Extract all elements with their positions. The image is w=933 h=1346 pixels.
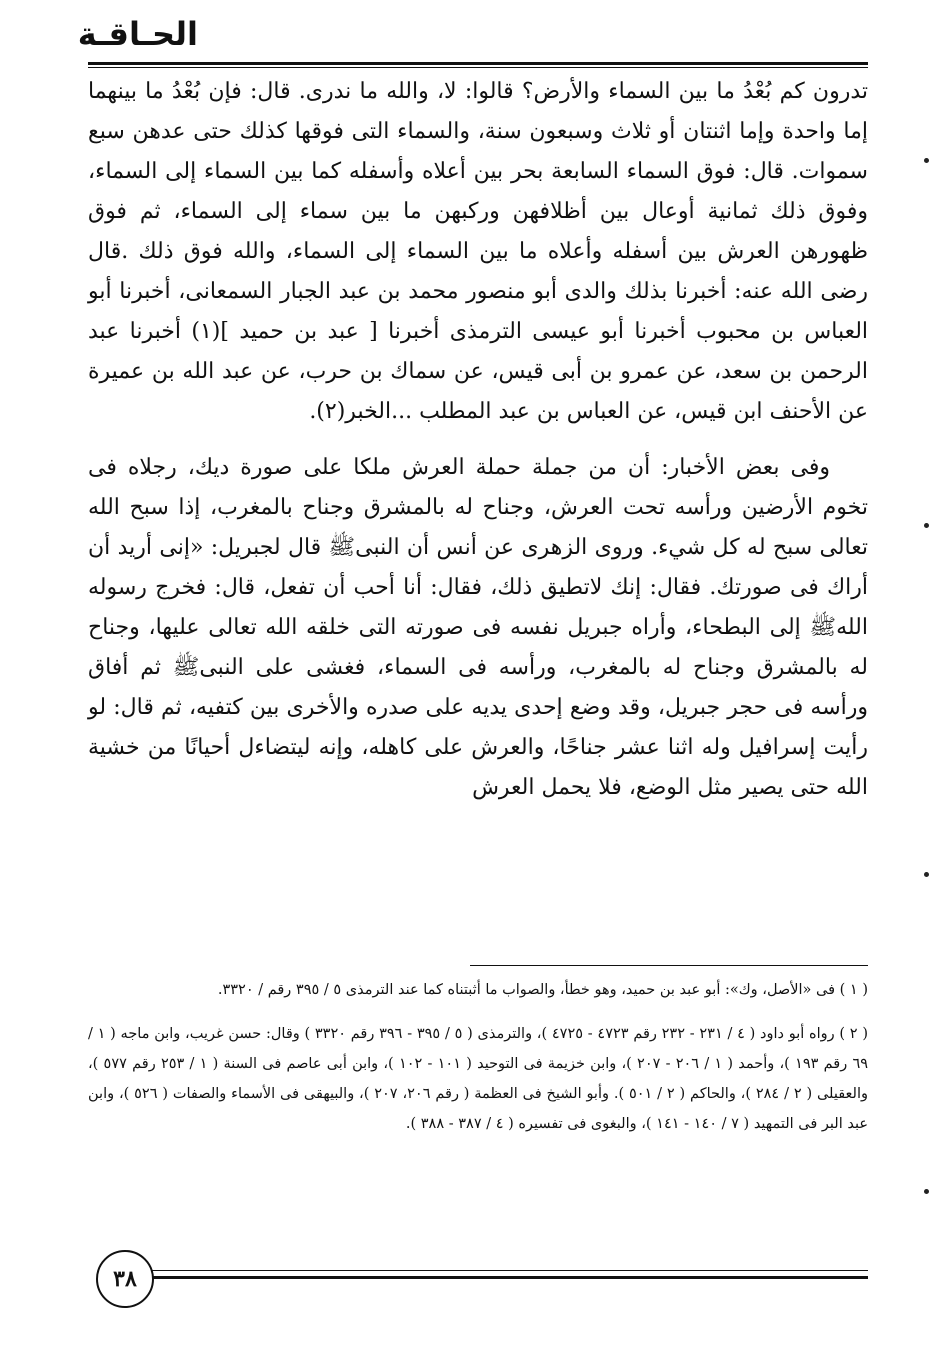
footnote-1: ( ١ ) فى «الأصل، وك»: أبو عبد بن حميد، وهو خطأ، والصواب ما أثبتناه كما عند الترمذى ٥ / ٣٩٥ رقم / ٣٣٢٠. xyxy=(217,982,868,998)
main-text xyxy=(88,72,868,808)
running-header-title: الحـاقـة xyxy=(77,15,198,53)
footer-rule-thick xyxy=(152,1276,868,1279)
footnote-separator xyxy=(470,965,868,966)
header-rule-thick xyxy=(88,62,868,65)
footnotes xyxy=(88,975,868,1153)
header-rule-thin xyxy=(88,67,868,68)
body-paragraph-1: تدرون كم بُعْدُ ما بين السماء والأرض؟ قالوا: لا، والله ما ندرى. قال: فإن بُعْدُ ما بينهما إما واحدة وإما اثنتان أو ثلاث وسبعون سنة، والسماء التى فوقها كذلك حتى عدهن سبع سموات. قال: فوق السماء السابعة بحر بين أعلاه وأسفله كما بين السماء إلى السماء، وفوق ذلك ثمانية أوعال بين أظلافهن وركبهن ما بين سماء إلى السماء، ثم فوق ظهورهن العرش بين أسفله وأعلاه ما بين السماء إلى السماء، والله فوق ذلك .قال رضى الله عنه: أخبرنا بذلك والدى أبو منصور محمد بن عبد الجبار السمعانى، أخبرنا أبو العباس بن محبوب أخبرنا أبو عيسى الترمذى أخبرنا [ عبد بن حميد ](١) أخبرنا عبد الرحمن بن سعد، عن عمرو بن أبى قيس، عن سماك بن حرب، عن عبد الله بن عميرة عن الأحنف ابن قيس، عن العباس بن عبد المطلب ...الخبر(٢). xyxy=(88,79,869,424)
page-number: ٣٨ xyxy=(96,1250,154,1308)
margin-dot xyxy=(924,872,929,877)
body-paragraph-2: وفى بعض الأخبار: أن من جملة حملة العرش ملكا على صورة ديك، رجلاه فى تخوم الأرضين ورأسه تحت العرش، وجناح له بالمشرق وجناح بالمغرب، إذا سبح الله تعالى سبح له كل شيء. وروى الزهرى عن أنس أن النبىﷺ قال لجبريل: «إنى أريد أن أراك فى صورتك. فقال: إنك لاتطيق ذلك، فقال: أنا أحب أن تفعل، قال: فخرج رسوله اللهﷺ إلى البطحاء، وأراه جبريل نفسه فى صورته التى خلقه الله تعالى عليها، وجناح له بالمشرق وجناح له بالمغرب، ورأسه فى السماء، فغشى على النبىﷺ ثم أفاق ورأسه فى حجر جبريل، وقد وضع إحدى يديه على صدره والأخرى بين كتفيه، ثم قال: لو رأيت إسرافيل وله اثنا عشر جناحًا، والعرش على كاهله، وإنه ليتضاءل أحيانًا من خشية الله حتى يصير مثل الوضع، فلا يحمل العرش xyxy=(88,455,868,800)
margin-dot xyxy=(924,158,929,163)
footnote-2: ( ٢ ) رواه أبو داود ( ٤ / ٢٣١ - ٢٣٢ رقم ٤٧٢٣ - ٤٧٢٥ )، والترمذى ( ٥ / ٣٩٥ - ٣٩٦ رقم ٣٣٢٠ ) وقال: حسن غريب، وابن ماجه ( ١ / ٦٩ رقم ١٩٣ )، وأحمد ( ١ / ٢٠٦ - ٢٠٧ )، وابن خزيمة فى التوحيد ( ١٠١ - ١٠٢ )، وابن أبى عاصم فى السنة ( ١ / ٢٥٣ رقم ٥٧٧ )، والعقيلى ( ٢ / ٢٨٤ )، والحاكم ( ٢ / ٥٠١ ). وأبو الشيخ فى العظمة ( رقم ٢٠٦، ٢٠٧ )، والبيهقى فى الأسماء والصفات ( ٥٢٦ )، وابن عبد البر فى التمهيد ( ٧ / ١٤٠ - ١٤١ )، والبغوى فى تفسيره ( ٤ / ٣٨٧ - ٣٨٨ ). xyxy=(88,1026,869,1132)
margin-dot xyxy=(924,1189,929,1194)
footer-rule-thin xyxy=(152,1270,868,1271)
margin-dot xyxy=(924,523,929,528)
